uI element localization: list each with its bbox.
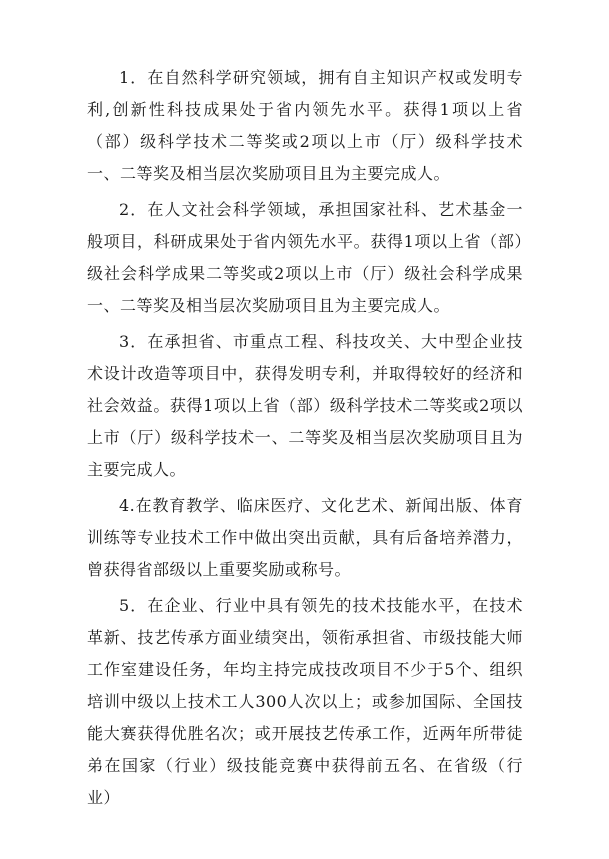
paragraph-2: 2．在人文社会科学领域，承担国家社科、艺术基金一般项目，科研成果处于省内领先水平。获得1项以上省（部）级社会科学成果二等奖或2项以上市（厅）级社会科学成果一、二等奖及相当层次奖励项目且为主要完成人。 [87, 200, 523, 315]
document-body [87, 62, 523, 814]
paragraph-5: 5．在企业、行业中具有领先的技术技能水平，在技术革新、技艺传承方面业绩突出，领衔承担省、市级技能大师工作室建设任务，年均主持完成技改项目不少于5个、组织培训中级以上技术工人300人次以上；或参加国际、全国技能大赛获得优胜名次；或开展技艺传承工作，近两年所带徒弟在国家（行业）级技能竞赛中获得前五名、在省级（行业） [87, 596, 523, 807]
paragraph-3: 3．在承担省、市重点工程、科技攻关、大中型企业技术设计改造等项目中，获得发明专利，并取得较好的经济和社会效益。获得1项以上省（部）级科学技术二等奖或2项以上市（厅）级科学技术一、二等奖及相当层次奖励项目且为主要完成人。 [87, 332, 523, 479]
paragraph-4: 4.在教育教学、临床医疗、文化艺术、新闻出版、体育训练等专业技术工作中做出突出贡献，具有后备培养潜力，曾获得省部级以上重要奖励或称号。 [87, 496, 523, 579]
paragraph-1: 1．在自然科学研究领域，拥有自主知识产权或发明专利,创新性科技成果处于省内领先水平。获得1项以上省（部）级科学技术二等奖或2项以上市（厅）级科学技术一、二等奖及相当层次奖励项目且为主要完成人。 [87, 68, 523, 183]
